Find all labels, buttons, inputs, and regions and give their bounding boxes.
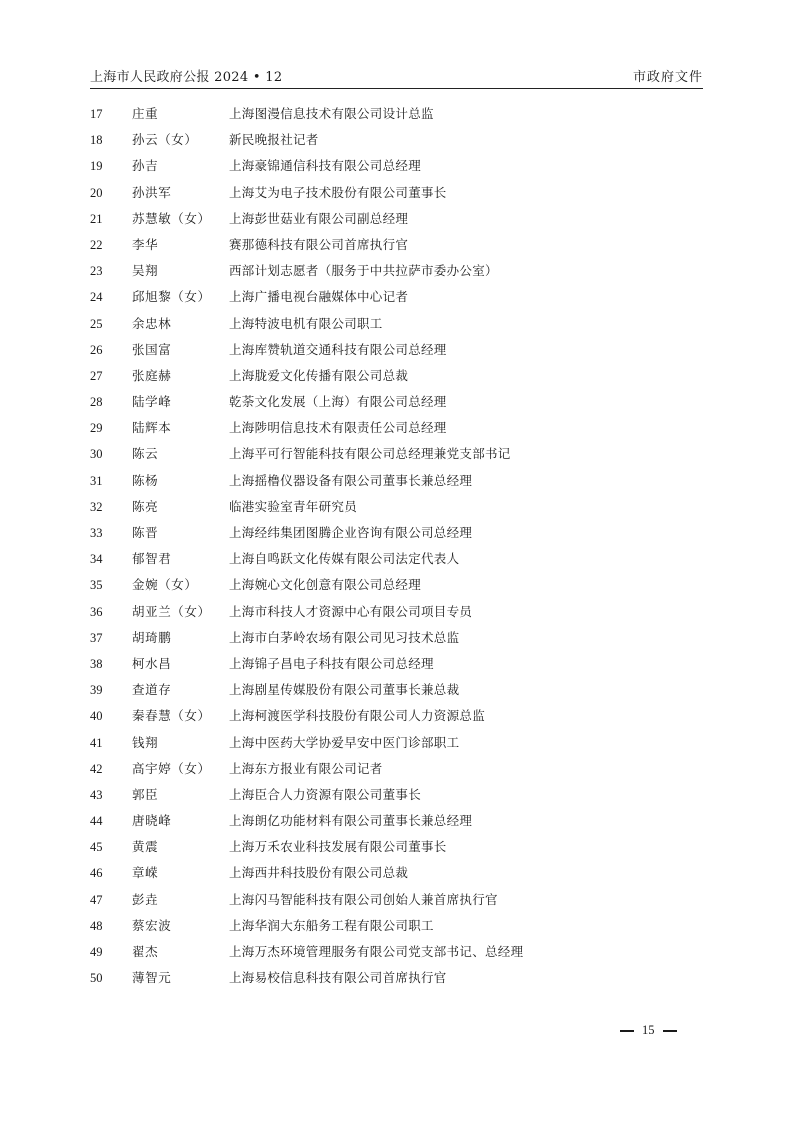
publication-title: 上海市人民政府公报 2024 • 12 [90, 70, 283, 85]
person-name: 孙云（女） [132, 132, 198, 148]
item-number: 39 [90, 683, 103, 698]
person-name: 胡琦鹏 [132, 629, 172, 645]
person-name: 陈云 [132, 446, 159, 462]
item-number: 18 [90, 133, 103, 148]
organization-title: 上海图漫信息技术有限公司设计总监 [229, 106, 434, 121]
item-number: 25 [90, 316, 103, 331]
organization-title: 乾荼文化发展（上海）有限公司总经理 [229, 394, 447, 410]
organization-title: 上海平可行智能科技有限公司总经理兼党支部书记 [229, 446, 511, 462]
item-number: 27 [90, 368, 103, 383]
item-number: 41 [90, 735, 103, 750]
list-item [90, 101, 703, 127]
list-item [90, 808, 703, 834]
person-name: 黄震 [132, 839, 159, 855]
organization-title: 临港实验室青年研究员 [229, 498, 358, 514]
list-item [90, 965, 703, 991]
person-name: 陆辉本 [132, 420, 172, 436]
item-number: 43 [90, 787, 103, 802]
list-item [90, 127, 703, 153]
person-name: 邱旭黎（女） [132, 289, 211, 305]
list-item [90, 232, 703, 258]
person-name: 唐晓峰 [132, 813, 172, 829]
person-name: 蔡宏波 [132, 917, 172, 933]
organization-title: 上海市白茅岭农场有限公司见习技术总监 [229, 629, 460, 645]
item-number: 32 [90, 499, 103, 514]
item-number: 40 [90, 709, 103, 724]
organization-title: 西部计划志愿者（服务于中共拉萨市委办公室） [229, 263, 498, 279]
person-name: 苏慧敏（女） [132, 210, 211, 226]
organization-title: 上海臣合人力资源有限公司董事长 [229, 786, 422, 802]
item-number: 46 [90, 866, 103, 881]
organization-title: 上海闪马智能科技有限公司创始人兼首席执行官 [229, 891, 498, 907]
list-item [90, 887, 703, 913]
person-name: 钱翔 [132, 734, 159, 750]
item-number: 21 [90, 211, 103, 226]
list-item [90, 311, 703, 337]
person-name: 金婉（女） [132, 577, 198, 593]
person-name: 郁智君 [132, 551, 172, 567]
organization-title: 上海彭世菇业有限公司副总经理 [229, 210, 409, 226]
list-item [90, 572, 703, 598]
list-item [90, 860, 703, 886]
item-number: 22 [90, 237, 103, 252]
person-name: 陈晋 [132, 525, 159, 540]
organization-title: 上海锦子昌电子科技有限公司总经理 [229, 655, 434, 671]
page-header [90, 62, 703, 89]
person-name: 张庭赫 [132, 367, 172, 383]
organization-title: 上海柯渡医学科技股份有限公司人力资源总监 [229, 708, 486, 724]
organization-title: 上海市科技人才资源中心有限公司项目专员 [229, 603, 473, 619]
item-number: 34 [90, 552, 103, 567]
list-item [90, 468, 703, 494]
organization-title: 上海婉心文化创意有限公司总经理 [229, 577, 422, 593]
organization-title: 上海东方报业有限公司记者 [229, 760, 383, 776]
person-name: 翟杰 [132, 944, 159, 959]
person-name: 李华 [132, 236, 159, 252]
organization-title: 上海库赞轨道交通科技有限公司总经理 [229, 341, 447, 357]
person-name: 彭垚 [132, 891, 159, 907]
organization-title: 赛那德科技有限公司首席执行官 [229, 236, 409, 252]
organization-title: 上海朗亿功能材料有限公司董事长兼总经理 [229, 813, 473, 829]
list-item [90, 180, 703, 206]
list-item [90, 677, 703, 703]
organization-title: 新民晚报社记者 [229, 132, 319, 148]
list-item [90, 337, 703, 363]
list-item [90, 939, 703, 965]
organization-title: 上海特波电机有限公司职工 [229, 315, 383, 331]
list-item [90, 599, 703, 625]
item-number: 31 [90, 473, 103, 488]
list-item [90, 441, 703, 467]
item-number: 19 [90, 159, 103, 174]
list-item [90, 363, 703, 389]
item-number: 33 [90, 526, 103, 540]
item-number: 48 [90, 918, 103, 933]
item-number: 42 [90, 761, 103, 776]
list-item [90, 730, 703, 756]
list-item [90, 258, 703, 284]
person-name: 查道存 [132, 682, 172, 698]
item-number: 36 [90, 604, 103, 619]
person-name: 秦春慧（女） [132, 708, 211, 724]
person-name: 章嵘 [132, 865, 159, 881]
person-name: 余忠林 [132, 315, 172, 331]
honoree-list [90, 101, 703, 991]
item-number: 26 [90, 342, 103, 357]
page-footer [620, 1019, 700, 1041]
person-name: 柯水昌 [132, 655, 172, 671]
item-number: 37 [90, 630, 103, 645]
list-item [90, 756, 703, 782]
organization-title: 上海胧爱文化传播有限公司总裁 [229, 367, 409, 383]
person-name: 孙吉 [132, 158, 159, 174]
organization-title: 上海陟明信息技术有限责任公司总经理 [229, 420, 447, 436]
organization-title: 上海华润大东船务工程有限公司职工 [229, 917, 434, 933]
organization-title: 上海万杰环境管理服务有限公司党支部书记、总经理 [229, 944, 524, 959]
list-item [90, 834, 703, 860]
organization-title: 上海豪锦通信科技有限公司总经理 [229, 158, 422, 174]
person-name: 陈杨 [132, 472, 159, 488]
list-item [90, 494, 703, 520]
person-name: 张国富 [132, 341, 172, 357]
list-item [90, 782, 703, 808]
item-number: 44 [90, 814, 103, 829]
list-item [90, 703, 703, 729]
item-number: 29 [90, 421, 103, 436]
organization-title: 上海中医药大学协爱早安中医门诊部职工 [229, 734, 460, 750]
list-item [90, 520, 703, 546]
item-number: 38 [90, 656, 103, 671]
list-item [90, 284, 703, 310]
organization-title: 上海剧星传媒股份有限公司董事长兼总裁 [229, 682, 460, 698]
person-name: 庄重 [132, 106, 159, 121]
organization-title: 上海自鸣跃文化传媒有限公司法定代表人 [229, 551, 460, 567]
list-item [90, 206, 703, 232]
person-name: 薄智元 [132, 970, 172, 986]
person-name: 高宇婷（女） [132, 760, 211, 776]
item-number: 20 [90, 185, 103, 200]
person-name: 陆学峰 [132, 394, 172, 410]
item-number: 28 [90, 395, 103, 410]
list-item [90, 546, 703, 572]
organization-title: 上海万禾农业科技发展有限公司董事长 [229, 839, 447, 855]
dash-right [663, 1030, 677, 1032]
page-number: 15 [642, 1023, 655, 1037]
item-number: 24 [90, 290, 103, 305]
list-item [90, 153, 703, 179]
organization-title: 上海易校信息科技有限公司首席执行官 [229, 970, 447, 986]
list-item [90, 625, 703, 651]
item-number: 23 [90, 264, 103, 279]
person-name: 郭臣 [132, 786, 159, 802]
dash-left [620, 1030, 634, 1032]
item-number: 30 [90, 447, 103, 462]
organization-title: 上海经纬集团图腾企业咨询有限公司总经理 [229, 525, 473, 540]
list-item [90, 913, 703, 939]
organization-title: 上海艾为电子技术股份有限公司董事长 [229, 184, 447, 200]
organization-title: 上海西井科技股份有限公司总裁 [229, 865, 409, 881]
item-number: 50 [90, 971, 103, 986]
item-number: 49 [90, 945, 103, 959]
item-number: 35 [90, 578, 103, 593]
item-number: 47 [90, 892, 103, 907]
list-item [90, 651, 703, 677]
person-name: 陈亮 [132, 498, 159, 514]
section-title: 市政府文件 [632, 70, 703, 85]
person-name: 吴翔 [132, 263, 159, 279]
organization-title: 上海广播电视台融媒体中心记者 [229, 289, 409, 305]
organization-title: 上海摇橹仪器设备有限公司董事长兼总经理 [229, 472, 473, 488]
item-number: 17 [90, 107, 103, 121]
list-item [90, 415, 703, 441]
person-name: 胡亚兰（女） [132, 603, 211, 619]
person-name: 孙洪军 [132, 184, 172, 200]
item-number: 45 [90, 840, 103, 855]
list-item [90, 389, 703, 415]
